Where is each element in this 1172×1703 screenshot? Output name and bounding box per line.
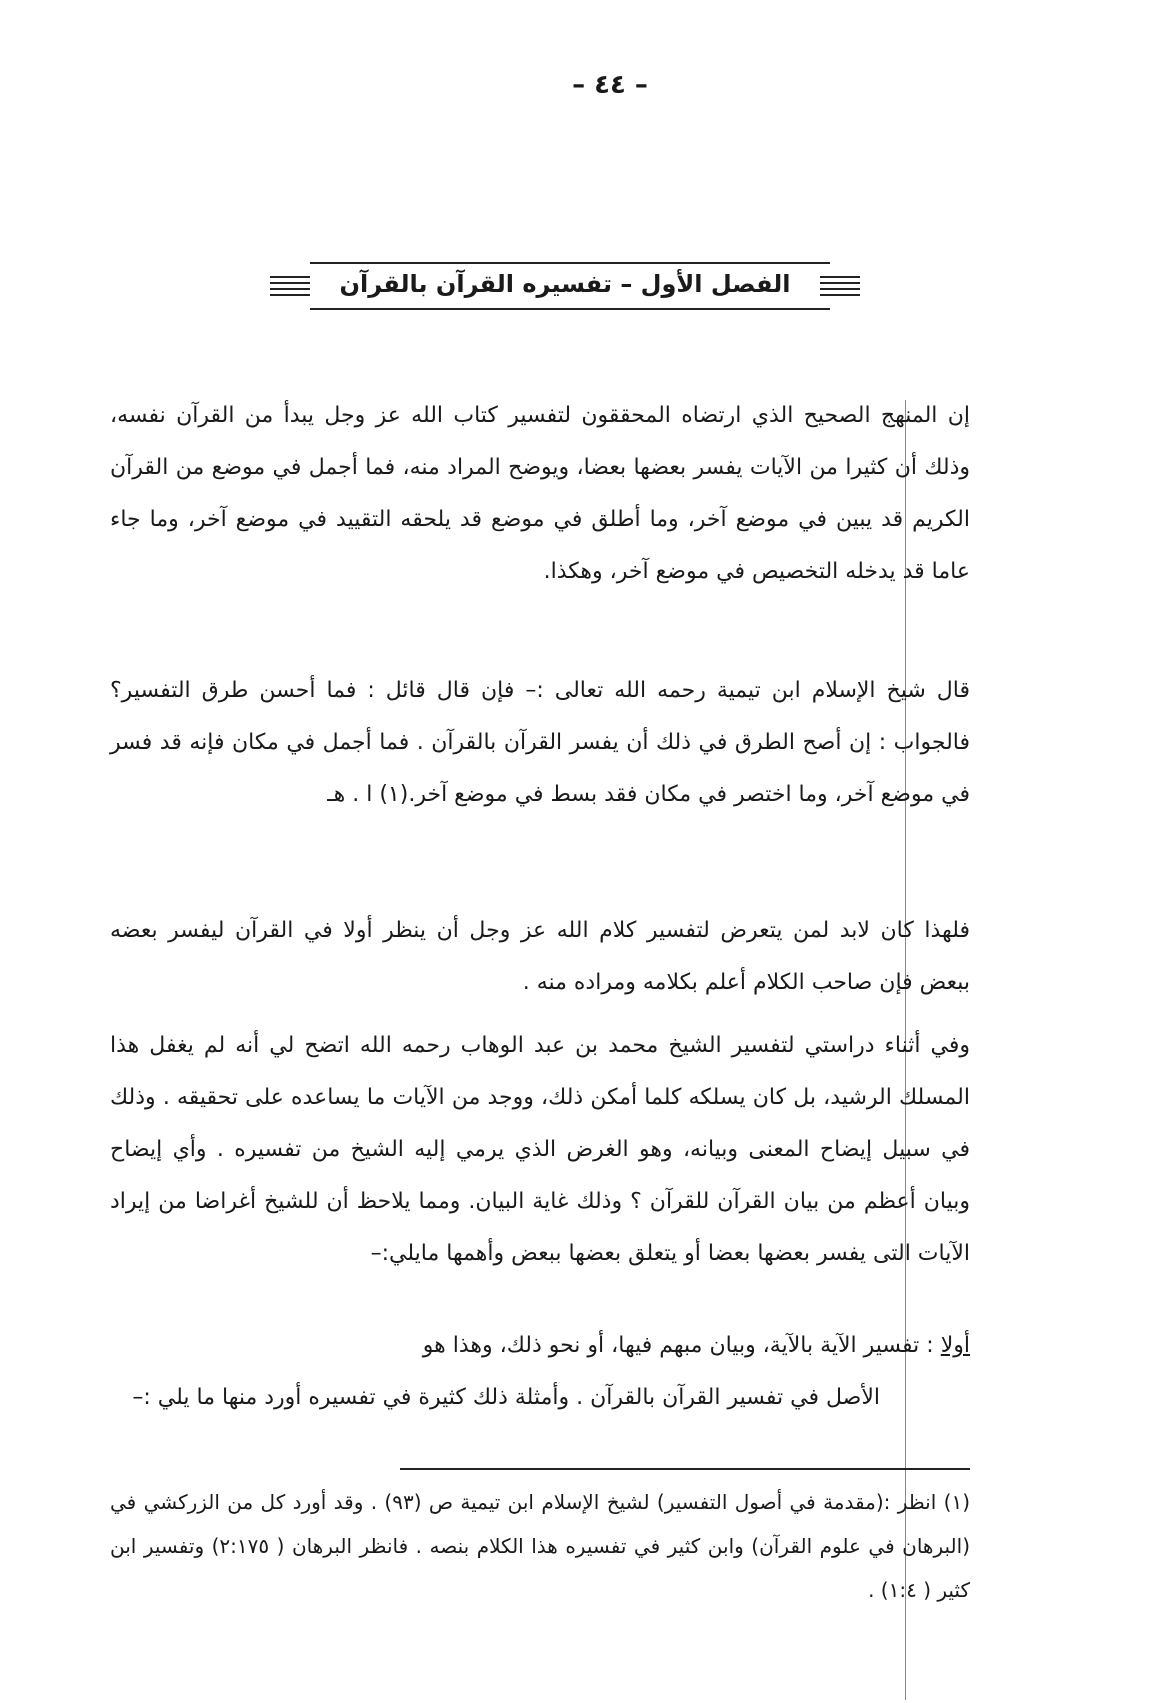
first-purpose-text: : تفسير الآية بالآية، وبيان مبهم فيها، أو نحو ذلك، وهذا هو [422, 1333, 934, 1358]
chapter-title: الفصل الأول – تفسيره القرآن بالقرآن [339, 270, 791, 298]
heading-rule-top [310, 262, 830, 264]
footnote-separator [400, 1468, 970, 1470]
paragraph-text: فلهذا كان لابد لمن يتعرض لتفسير كلام الله عز وجل أن ينظر أولا في القرآن ليفسر بعضه ببعض فإن صاحب الكلام أعلم بكلامه ومراده منه . [110, 918, 970, 995]
paragraph-conclusion [110, 905, 970, 1009]
heading-ornament-right [820, 276, 860, 296]
chapter-heading [270, 262, 860, 310]
paragraph-first-line [110, 1320, 970, 1372]
footnote: (١) انظر :(مقدمة في أصول التفسير) لشيخ الإسلام ابن تيمية ص (٩٣) . وقد أورد كل من الزركشي في (البرهان في علوم القرآن) وابن كثير في تفسيره هذا الكلام بنصه . فانظر البرهان ( ٢:١٧٥) وتفسير ابن كثير ( ١:٤) . [110, 1490, 970, 1602]
paragraph-first-purpose [110, 1320, 970, 1424]
paragraph-ibn-taymiyyah-quote [110, 665, 970, 821]
page-number: – ٤٤ – [572, 70, 648, 100]
paragraph-continuation: الأصل في تفسير القرآن بالقرآن . وأمثلة ذلك كثيرة في تفسيره أورد منها ما يلي :– [132, 1385, 880, 1410]
paragraph-text: قال شيخ الإسلام ابن تيمية رحمه الله تعالى :– فإن قال قائل : فما أحسن طرق التفسير؟ فالجواب : إن أصح الطرق في ذلك أن يفسر القرآن بالقرآن . فما أجمل في مكان فإنه قد فسر في موضع آخر، وما اختصر في مكان فقد بسط في موضع آخر.(١) ا . هـ [110, 678, 970, 807]
paragraph-text: إن المنهج الصحيح الذي ارتضاه المحققون لتفسير كتاب الله عز وجل يبدأ من القرآن نفسه، وذلك أن كثيرا من الآيات يفسر بعضها بعضا، ويوضح المراد منه، فما أجمل في موضع من القرآن الكريم قد يبين في موضع آخر، وما أطلق في موضع قد يلحقه التقييد في موضع آخر، وما جاء عاما قد يدخله التخصيص في موضع آخر، وهكذا. [110, 403, 970, 584]
paragraph-text: وفي أثناء دراستي لتفسير الشيخ محمد بن عبد الوهاب رحمه الله اتضح لي أنه لم يغفل هذا المسلك الرشيد، بل كان يسلكه كلما أمكن ذلك، ووجد من الآيات ما يساعده على تحقيقه . وذلك في سبيل إيضاح المعنى وبيانه، وهو الغرض الذي يرمي إليه الشيخ من تفسيره . وأي إيضاح وبيان أعظم من بيان القرآن للقرآن ؟ وذلك غاية البيان. ومما يلاحظ أن للشيخ أغراضا من إيراد الآيات التى يفسر بعضها بعضا أو يتعلق بعضها ببعض وأهمها مايلي:– [110, 1033, 970, 1266]
heading-rule-bottom [310, 308, 830, 310]
paragraph-study-notes [110, 1020, 970, 1280]
heading-ornament-left [270, 276, 310, 296]
paragraph-intro [110, 390, 970, 598]
first-purpose-label: أولا [940, 1333, 970, 1358]
